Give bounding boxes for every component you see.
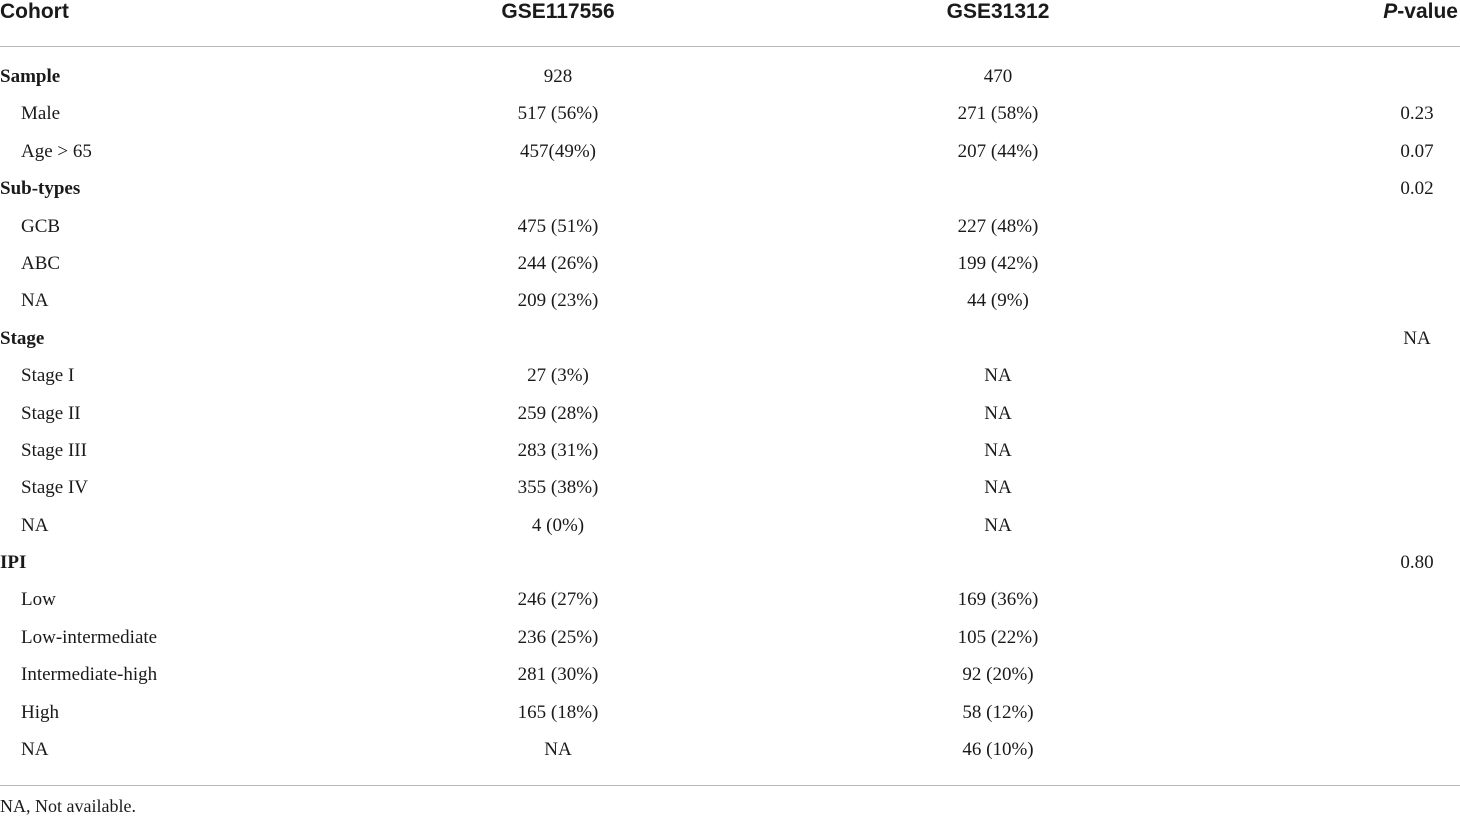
cell-gse31312: NA (984, 514, 1012, 536)
cell-gse31312: 470 (983, 66, 1013, 87)
row-label: Stage II (21, 402, 81, 424)
header-p-italic: P (1383, 0, 1398, 23)
table-row (0, 384, 1460, 424)
row-label: IPI (0, 552, 27, 574)
cell-p-value: 0.02 (1400, 178, 1434, 200)
cell-gse117556: 209 (23%) (517, 290, 599, 312)
cell-gse117556: 236 (25%) (517, 626, 599, 648)
table-row (0, 122, 1460, 162)
table-row (0, 271, 1460, 312)
cell-gse31312: NA (984, 402, 1012, 424)
cell-gse117556: 259 (28%) (517, 402, 599, 424)
table-row (0, 309, 1460, 349)
table-row (0, 197, 1460, 237)
cell-gse31312: 46 (10%) (962, 739, 1034, 761)
row-label: Age > 65 (21, 140, 92, 162)
table-row (0, 533, 1460, 574)
row-label: Low-intermediate (21, 626, 158, 648)
table-body (0, 47, 1460, 761)
cell-gse31312: 58 (12%) (962, 701, 1034, 723)
row-label: NA (21, 739, 49, 761)
header-gse31312: GSE31312 (946, 0, 1050, 23)
cell-gse117556: 246 (27%) (517, 589, 599, 611)
cell-gse117556: 355 (38%) (517, 477, 599, 499)
table-row (0, 645, 1460, 686)
table-row (0, 234, 1460, 274)
cell-gse31312: NA (984, 365, 1012, 387)
row-label: ABC (21, 252, 61, 274)
cell-gse117556: 457(49%) (520, 140, 596, 162)
cell-gse117556: 517 (56%) (517, 103, 599, 125)
header-p-value (1383, 0, 1458, 24)
table-row (0, 570, 1460, 611)
table-row (0, 84, 1460, 125)
row-label: Stage (0, 327, 45, 349)
header-gse117556: GSE117556 (501, 0, 615, 23)
cell-gse31312: 92 (20%) (962, 664, 1034, 686)
table-row (0, 683, 1460, 723)
cell-gse117556: 281 (30%) (517, 664, 599, 686)
cell-gse31312: 271 (58%) (957, 103, 1039, 125)
row-label: Sub-types (0, 178, 81, 200)
table-header (0, 0, 1460, 47)
cell-gse31312: 105 (22%) (957, 626, 1039, 648)
cell-gse31312: 44 (9%) (967, 290, 1029, 312)
row-label: Intermediate-high (21, 664, 158, 686)
cell-p-value: 0.07 (1400, 140, 1434, 162)
cell-gse31312: NA (984, 477, 1012, 499)
header-cohort: Cohort (0, 0, 69, 23)
table-row (0, 458, 1460, 499)
row-label: Male (21, 103, 61, 125)
cell-gse117556: 165 (18%) (517, 701, 599, 723)
row-label: NA (21, 514, 49, 536)
row-label: Stage IV (21, 477, 89, 499)
cell-gse117556: 928 (543, 66, 573, 87)
cell-p-value: 0.80 (1400, 552, 1434, 574)
table-row (0, 608, 1460, 648)
cell-gse31312: 207 (44%) (957, 140, 1039, 162)
cell-gse117556: 244 (26%) (517, 252, 599, 274)
cell-gse117556: NA (544, 739, 572, 761)
row-label: GCB (21, 215, 61, 237)
row-label: Sample (0, 66, 61, 87)
cell-p-value: 0.23 (1400, 103, 1434, 125)
table-row (0, 496, 1460, 536)
row-label: Stage III (21, 439, 87, 461)
table-row (0, 159, 1460, 200)
row-label: Stage I (21, 365, 75, 387)
cell-gse117556: 283 (31%) (517, 439, 599, 461)
cell-gse117556: 475 (51%) (517, 215, 599, 237)
cell-gse31312: 169 (36%) (957, 589, 1039, 611)
row-label: NA (21, 290, 49, 312)
table-row (0, 47, 1460, 87)
header-p-suffix: -value (1397, 0, 1458, 23)
cell-p-value: NA (1403, 327, 1431, 349)
table-row (0, 346, 1460, 387)
row-label: High (21, 701, 59, 723)
table-row (0, 720, 1460, 761)
table-row (0, 421, 1460, 461)
cell-gse117556: 4 (0%) (531, 514, 585, 536)
table-footnote: NA, Not available. (0, 796, 136, 816)
cell-gse31312: 199 (42%) (957, 252, 1039, 274)
table-bottom-rule (0, 785, 1460, 786)
cell-gse117556: 27 (3%) (527, 365, 589, 387)
cell-gse31312: 227 (48%) (957, 215, 1039, 237)
cell-gse31312: NA (984, 439, 1012, 461)
row-label: Low (21, 589, 56, 611)
